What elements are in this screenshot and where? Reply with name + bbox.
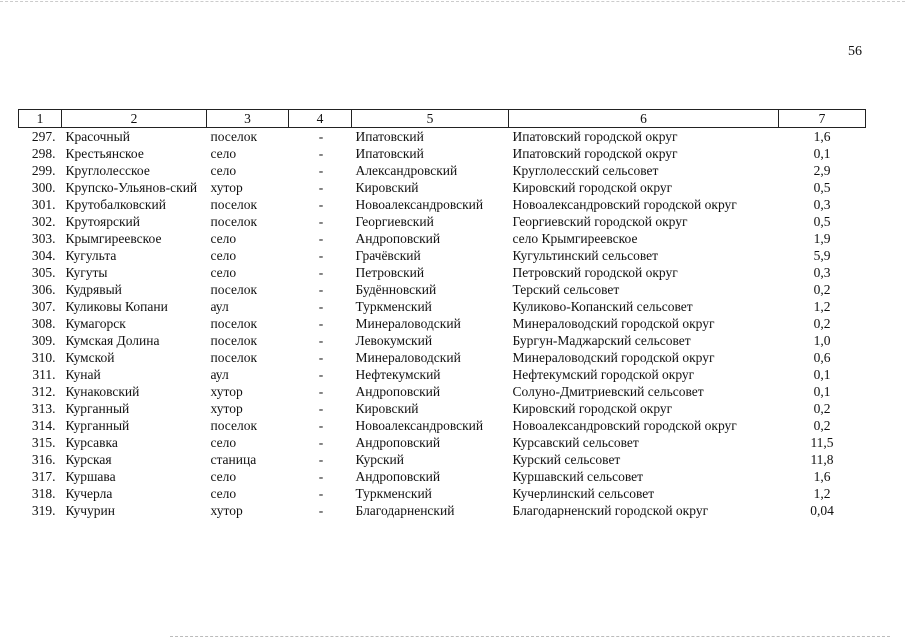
municipality-name: Курсавский сельсовет [512, 435, 639, 450]
table-row [19, 145, 866, 162]
numeric-value: 1,6 [813, 129, 831, 144]
column-header: 5 [352, 110, 509, 128]
column-4-value: - [318, 299, 324, 314]
row-number: 312. [31, 384, 56, 399]
column-4-value: - [318, 486, 324, 501]
numeric-value: 0,1 [813, 384, 831, 399]
table-row [19, 128, 866, 146]
column-4-value: - [318, 503, 324, 518]
table-body [19, 128, 866, 520]
column-4-value: - [318, 248, 324, 263]
settlement-name: Кучурин [65, 503, 115, 518]
settlement-type: хутор [210, 384, 243, 399]
column-number-row [19, 110, 866, 128]
settlement-name: Курсавка [65, 435, 118, 450]
row-number: 310. [31, 350, 56, 365]
column-4-value: - [318, 316, 324, 331]
settlement-name: Крутоярский [65, 214, 141, 229]
row-number: 299. [31, 163, 56, 178]
settlement-type: хутор [210, 503, 243, 518]
settlement-type: поселок [210, 316, 258, 331]
district-name: Андроповский [355, 384, 441, 399]
district-name: Грачёвский [355, 248, 421, 263]
column-header: 1 [19, 110, 62, 128]
district-name: Андроповский [355, 435, 441, 450]
column-header: 6 [509, 110, 779, 128]
settlement-name: Кунай [65, 367, 101, 382]
numeric-value: 0,2 [813, 282, 831, 297]
settlement-name: Кумской [65, 350, 115, 365]
column-4-value: - [318, 367, 324, 382]
table-row [19, 434, 866, 451]
district-name: Александровский [355, 163, 458, 178]
district-name: Левокумский [355, 333, 433, 348]
settlement-type: село [210, 231, 237, 246]
row-number: 301. [31, 197, 56, 212]
column-header: 3 [207, 110, 289, 128]
table-row [19, 468, 866, 485]
table-row [19, 400, 866, 417]
numeric-value: 1,6 [813, 469, 831, 484]
numeric-value: 1,2 [813, 299, 831, 314]
column-header: 7 [779, 110, 866, 128]
table-row [19, 502, 866, 519]
column-4-value: - [318, 401, 324, 416]
district-name: Кировский [355, 401, 419, 416]
numeric-value: 0,3 [813, 197, 831, 212]
settlement-name: Курская [65, 452, 112, 467]
settlement-name: Кунаковский [65, 384, 140, 399]
district-name: Курский [355, 452, 404, 467]
table-row [19, 196, 866, 213]
column-4-value: - [318, 180, 324, 195]
numeric-value: 1,0 [813, 333, 831, 348]
municipality-name: Бургун-Маджарский сельсовет [512, 333, 691, 348]
numeric-value: 0,6 [813, 350, 831, 365]
numeric-value: 0,2 [813, 316, 831, 331]
district-name: Будённовский [355, 282, 437, 297]
municipality-name: Куршавский сельсовет [512, 469, 644, 484]
district-name: Минераловодский [355, 350, 461, 365]
settlement-name: Кумагорск [65, 316, 126, 331]
municipality-name: Минераловодский городской округ [512, 350, 715, 365]
settlement-name: Круглолесское [65, 163, 150, 178]
settlement-name: Красочный [65, 129, 130, 144]
municipality-name: Георгиевский городской округ [512, 214, 688, 229]
row-number: 300. [31, 180, 56, 195]
table-row [19, 366, 866, 383]
numeric-value: 0,04 [810, 503, 834, 518]
numeric-value: 1,9 [813, 231, 831, 246]
scan-bottom-edge [170, 636, 890, 637]
table-row [19, 485, 866, 502]
row-number: 314. [31, 418, 56, 433]
row-number: 307. [31, 299, 56, 314]
settlement-name: Крупско-Ульянов-ский [65, 180, 198, 195]
numeric-value: 0,5 [813, 180, 831, 195]
settlement-type: поселок [210, 197, 258, 212]
numeric-value: 5,9 [813, 248, 831, 263]
municipality-name: Круглолесский сельсовет [512, 163, 659, 178]
table-row [19, 332, 866, 349]
settlement-name: Крестьянское [65, 146, 144, 161]
row-number: 305. [31, 265, 56, 280]
column-header: 2 [62, 110, 207, 128]
municipality-name: Куликово-Копанский сельсовет [512, 299, 693, 314]
row-number: 316. [31, 452, 56, 467]
district-name: Андроповский [355, 231, 441, 246]
settlement-name: Кучерла [65, 486, 113, 501]
district-name: Кировский [355, 180, 419, 195]
settlement-type: село [210, 469, 237, 484]
column-4-value: - [318, 435, 324, 450]
settlement-name: Крутобалковский [65, 197, 166, 212]
municipality-name: Солуно-Дмитриевский сельсовет [512, 384, 704, 399]
settlement-type: аул [210, 367, 229, 382]
district-name: Нефтекумский [355, 367, 441, 382]
numeric-value: 11,8 [810, 452, 834, 467]
municipality-name: Ипатовский городской округ [512, 129, 678, 144]
row-number: 306. [31, 282, 56, 297]
settlement-name: Куршава [65, 469, 116, 484]
column-header: 4 [289, 110, 352, 128]
settlement-type: поселок [210, 214, 258, 229]
settlement-name: Куликовы Копани [65, 299, 168, 314]
column-4-value: - [318, 231, 324, 246]
municipality-name: Терский сельсовет [512, 282, 620, 297]
settlement-name: Курганный [65, 418, 130, 433]
settlement-type: село [210, 435, 237, 450]
district-name: Андроповский [355, 469, 441, 484]
settlement-type: хутор [210, 401, 243, 416]
settlement-type: село [210, 163, 237, 178]
table-row [19, 162, 866, 179]
row-number: 298. [31, 146, 56, 161]
numeric-value: 1,2 [813, 486, 831, 501]
table-row [19, 247, 866, 264]
municipality-name: Ипатовский городской округ [512, 146, 678, 161]
numeric-value: 0,2 [813, 418, 831, 433]
table-row [19, 417, 866, 434]
district-name: Новоалександровский [355, 418, 484, 433]
settlement-name: Курганный [65, 401, 130, 416]
municipality-name: Кучерлинский сельсовет [512, 486, 655, 501]
table-row [19, 349, 866, 366]
settlement-type: село [210, 486, 237, 501]
settlement-type: поселок [210, 282, 258, 297]
municipality-name: Кировский городской округ [512, 180, 673, 195]
district-name: Туркменский [355, 486, 432, 501]
settlement-type: поселок [210, 333, 258, 348]
settlement-name: Кудрявый [65, 282, 122, 297]
row-number: 313. [31, 401, 56, 416]
row-number: 308. [31, 316, 56, 331]
settlement-type: станица [210, 452, 257, 467]
row-number: 311. [32, 367, 56, 382]
district-name: Туркменский [355, 299, 432, 314]
settlement-name: Кугульта [65, 248, 117, 263]
district-name: Благодарненский [355, 503, 455, 518]
column-4-value: - [318, 350, 324, 365]
municipality-name: Кугультинский сельсовет [512, 248, 659, 263]
row-number: 315. [31, 435, 56, 450]
numeric-value: 11,5 [810, 435, 834, 450]
table-row [19, 315, 866, 332]
numeric-value: 0,5 [813, 214, 831, 229]
numeric-value: 0,1 [813, 367, 831, 382]
column-4-value: - [318, 146, 324, 161]
table-row [19, 230, 866, 247]
table-row [19, 264, 866, 281]
settlement-type: аул [210, 299, 229, 314]
municipality-name: село Крымгиреевское [512, 231, 638, 246]
numeric-value: 2,9 [813, 163, 831, 178]
numeric-value: 0,2 [813, 401, 831, 416]
column-4-value: - [318, 452, 324, 467]
row-number: 319. [31, 503, 56, 518]
settlement-type: село [210, 146, 237, 161]
column-4-value: - [318, 197, 324, 212]
settlement-name: Кумская Долина [65, 333, 160, 348]
municipality-name: Минераловодский городской округ [512, 316, 715, 331]
column-4-value: - [318, 384, 324, 399]
settlement-type: село [210, 265, 237, 280]
column-4-value: - [318, 282, 324, 297]
table-row [19, 179, 866, 196]
municipality-name: Курский сельсовет [512, 452, 621, 467]
municipality-name: Нефтекумский городской округ [512, 367, 695, 382]
settlement-type: поселок [210, 350, 258, 365]
municipality-name: Кировский городской округ [512, 401, 673, 416]
district-name: Новоалександровский [355, 197, 484, 212]
settlement-type: поселок [210, 418, 258, 433]
municipality-name: Благодарненский городской округ [512, 503, 709, 518]
table-row [19, 281, 866, 298]
page-number: 56 [848, 44, 862, 59]
municipality-name: Новоалександровский городской округ [512, 197, 737, 212]
municipality-name: Новоалександровский городской округ [512, 418, 737, 433]
district-name: Петровский [355, 265, 425, 280]
scan-top-edge [0, 1, 905, 2]
settlement-type: поселок [210, 129, 258, 144]
settlement-name: Кугуты [65, 265, 108, 280]
district-name: Ипатовский [355, 146, 424, 161]
table-row [19, 213, 866, 230]
column-4-value: - [318, 333, 324, 348]
settlement-name: Крымгиреевское [65, 231, 162, 246]
column-4-value: - [318, 129, 324, 144]
row-number: 317. [31, 469, 56, 484]
column-4-value: - [318, 163, 324, 178]
numeric-value: 0,1 [813, 146, 831, 161]
district-name: Ипатовский [355, 129, 424, 144]
municipality-name: Петровский городской округ [512, 265, 678, 280]
district-name: Минераловодский [355, 316, 461, 331]
row-number: 303. [31, 231, 56, 246]
column-4-value: - [318, 418, 324, 433]
settlement-type: хутор [210, 180, 243, 195]
row-number: 318. [31, 486, 56, 501]
row-number: 309. [31, 333, 56, 348]
numeric-value: 0,3 [813, 265, 831, 280]
district-name: Георгиевский [355, 214, 434, 229]
table-row [19, 451, 866, 468]
row-number: 302. [31, 214, 56, 229]
table-row [19, 298, 866, 315]
column-4-value: - [318, 265, 324, 280]
settlements-table [18, 109, 866, 519]
row-number: 297. [31, 129, 56, 144]
table-row [19, 383, 866, 400]
row-number: 304. [31, 248, 56, 263]
settlement-type: село [210, 248, 237, 263]
column-4-value: - [318, 214, 324, 229]
column-4-value: - [318, 469, 324, 484]
